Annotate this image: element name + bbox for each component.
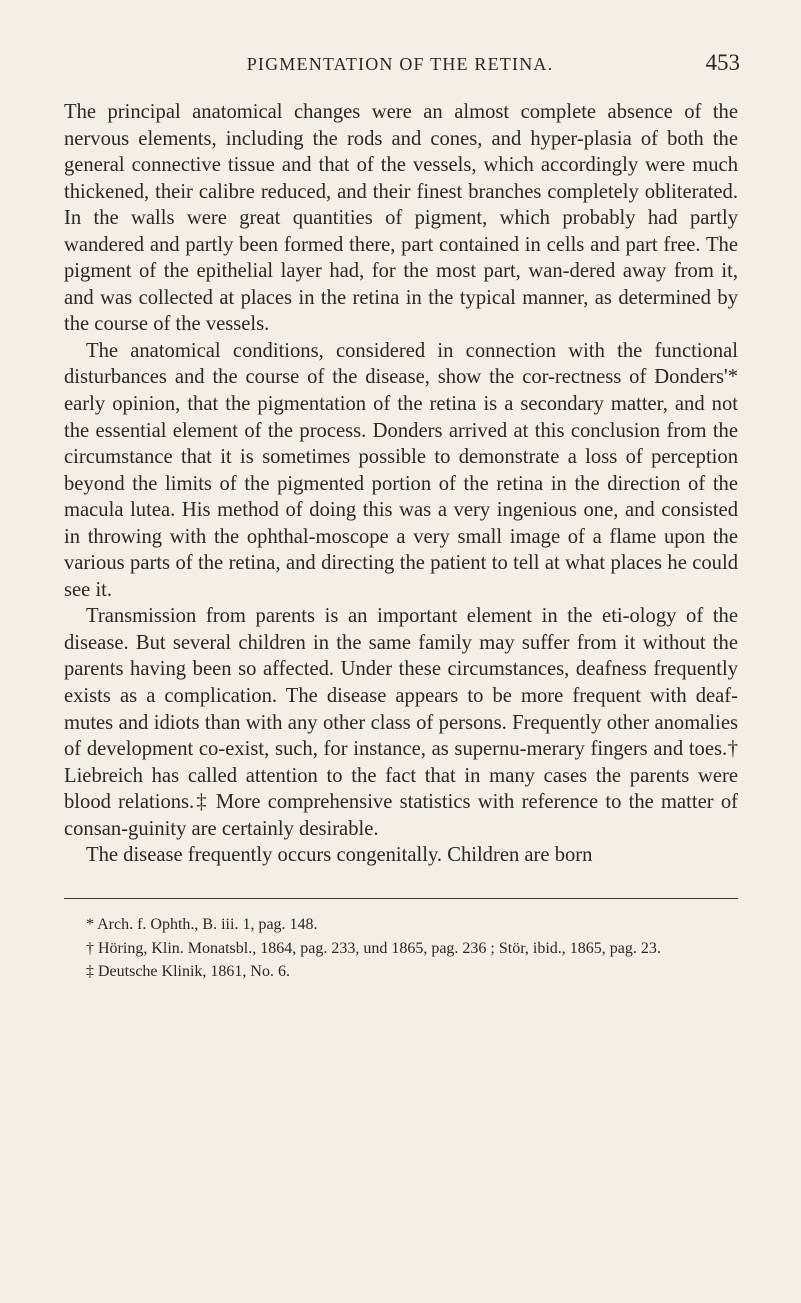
footnote-3: ‡ Deutsche Klinik, 1861, No. 6.	[86, 963, 290, 980]
paragraph-anatomical-changes: The principal anatomical changes were an almost complete absence of the nervous elements, including the rods and cones, and hyper-plasia of both the general connective tissue and that of the vessels, which accordingly were much thickened, their calibre reduced, and their finest branches completely obliterated. In the walls were great quantities of pigment, which probably had partly wandered and partly been formed there, part contained in cells and part free. The pigment of the epithelial layer had, for the most part, wan-dered away from it, and was collected at places in the retina in the typical manner, as determined by the course of the vessels.	[64, 101, 738, 336]
page-number: 453	[705, 50, 740, 75]
paragraph-congenital: The disease frequently occurs congenitally. Children are born	[86, 844, 593, 867]
running-title: PIGMENTATION OF THE RETINA.	[246, 54, 554, 74]
footnote-rule	[64, 898, 738, 899]
footnote-1: * Arch. f. Ophth., B. iii. 1, pag. 148.	[86, 916, 318, 933]
footnotes	[64, 913, 738, 984]
footnote-2: † Höring, Klin. Monatsbl., 1864, pag. 233, und 1865, pag. 236 ; Stör, ibid., 1865, pag. 23.	[86, 939, 661, 957]
body-text	[64, 99, 738, 869]
running-head	[60, 50, 740, 80]
paragraph-donders-opinion: The anatomical conditions, considered in connection with the functional disturbances and the course of the disease, show the cor-rectness of Donders'* early opinion, that the pigmentation of the retina is a secondary matter, and not the essential element of the process. Donders arrived at this conclusion from the circumstance that it is sometimes possible to demonstrate a loss of perception beyond the limits of the pigmented portion of the retina in the direction of the macula lutea. His method of doing this was a very ingenious one, and consisted in throwing with the ophthal-moscope a very small image of a flame upon the various parts of the retina, and directing the patient to tell at what places he could see it.	[64, 339, 738, 601]
paragraph-transmission: Transmission from parents is an important element in the eti-ology of the disease. But several children in the same family may suffer from it without the parents having been so affected. Under these circumstances, deafness frequently exists as a complication. The disease appears to be more frequent with deaf-mutes and idiots than with any other class of persons. Frequently other anomalies of development co-exist, such, for instance, as supernu-merary fingers and toes.† Liebreich has called attention to the fact that in many cases the parents were blood relations.‡ More comprehensive statistics with reference to the matter of consan-guinity are certainly desirable.	[64, 605, 738, 840]
